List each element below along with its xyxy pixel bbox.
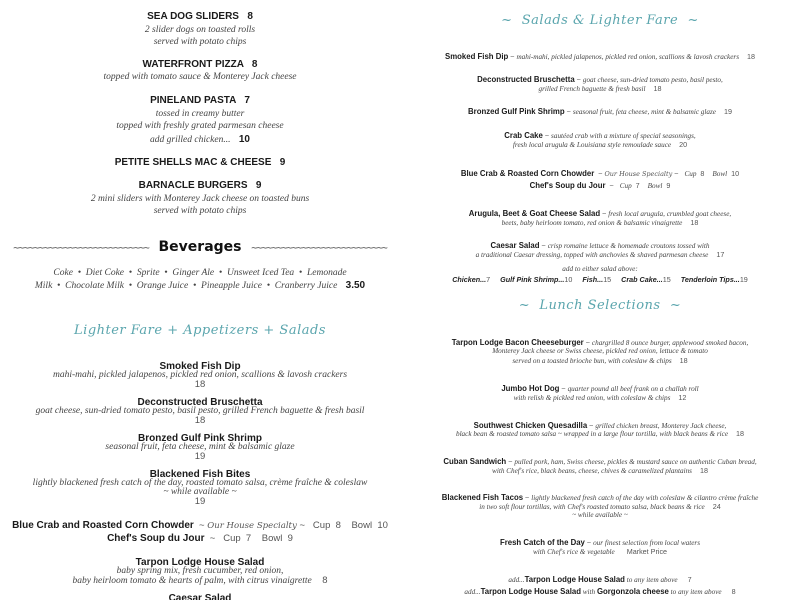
menu-line (142, 60, 257, 71)
item-name: Blue Crab & Roasted Corn Chowder (460, 169, 595, 178)
item-name: Smoked Fish Dip (445, 52, 509, 61)
menu-line (452, 339, 749, 347)
item-description: baby spring mix, fresh cucumber, red onion, (116, 566, 284, 576)
item-price: ~ (559, 384, 568, 393)
item-description: 2 slider dogs on toasted rolls (144, 25, 256, 35)
item-description: a traditional Caesar dressing, topped with anchovies & shaved parmesan cheese (475, 251, 709, 259)
item-price: 19 (194, 496, 206, 507)
item-description: grilled French baguette & fresh basil (538, 85, 646, 93)
menu-line (530, 182, 671, 190)
item-description: Milk • Chocolate Milk • Orange Juice • Pineapple Juice • Cranberry Juice (34, 281, 338, 291)
item-description: served with potato chips (153, 37, 247, 47)
item-price: 18 (645, 84, 662, 93)
item-price: ~ (542, 131, 552, 140)
item-description: pulled pork, ham, Swiss cheese, pickles & mustard sauce on authentic Cuban bread, (514, 458, 757, 466)
menu-line (468, 108, 732, 116)
menu-line (74, 324, 326, 338)
menu-line (115, 158, 286, 169)
menu-line (139, 181, 262, 192)
specialty-label: Our House Specialty (207, 521, 297, 531)
item-description: Coke • Diet Coke • Sprite • Ginger Ale • Unsweet Iced Tea • Lemonade (53, 268, 347, 278)
item-name: Tarpon Lodge House Salad (135, 557, 265, 568)
item-description: with (580, 588, 597, 596)
item-description: black bean & roasted tomato salsa ~ wrapped in a large flour tortilla, with black beans & rice (455, 430, 729, 438)
item-name: 7 (236, 95, 250, 106)
menu-line (35, 281, 365, 292)
item-description: topped with tomato sauce & Monterey Jack cheese (103, 72, 297, 82)
menu-line (442, 494, 759, 502)
menu-line (116, 122, 283, 132)
item-description: fresh local arugula & Louisiana style remoulade sauce (512, 141, 672, 149)
item-description: grilled chicken breast, Monterey Jack cheese, (595, 422, 727, 430)
item-price: ~ (594, 169, 605, 178)
item-description: lightly blackened fresh catch of the day with coleslaw & cilantro crème fraîche (531, 494, 759, 502)
item-name: Blackened Fish Tacos (441, 493, 524, 502)
section-heading: Lighter Fare + Appetizers + Salads (74, 323, 326, 338)
item-name: Deconstructed Bruschetta (477, 75, 575, 84)
menu-line (512, 357, 687, 365)
item-description: to any item above (624, 576, 678, 584)
item-name: 8 (238, 11, 253, 22)
item-price: 18 (691, 466, 708, 475)
item-description: chargrilled 8 ounce burger, applewood smoked bacon, (591, 339, 749, 347)
item-price: ~ (672, 169, 685, 178)
item-name: PINELAND PASTA (150, 95, 237, 106)
item-name: 9 (247, 180, 262, 191)
menu-line (491, 242, 710, 250)
menu-line (461, 170, 739, 178)
menu-line (12, 521, 388, 532)
menu-line (195, 380, 206, 391)
divider: ~~~~~~~~~~~~~~~~~~~~~~~~~~~ (251, 243, 387, 254)
menu-line (492, 348, 708, 355)
item-price: 17 (708, 250, 725, 259)
menu-line (195, 452, 206, 463)
item-price: 8 (311, 575, 328, 586)
menu-line (504, 132, 695, 140)
section-heading: ~ Salads & Lighter Fare ~ (501, 13, 699, 28)
item-description: fresh local arugula, crumbled goat cheese, (608, 210, 732, 218)
item-description: quarter pound all beef frank on a challah roll (567, 385, 699, 393)
item-name: SEA DOG SLIDERS (147, 11, 239, 22)
item-description: seasonal fruit, feta cheese, mint & balsamic glaze (105, 442, 295, 452)
item-name: Jumbo Hot Dog (501, 384, 560, 393)
item-name: 9 (271, 157, 286, 168)
menu-line (500, 539, 700, 547)
item-description: goat cheese, sun-dried tomato pesto, basil pesto, grilled French baguette & fresh basil (35, 406, 365, 416)
item-name: Tarpon Lodge House Salad (524, 575, 625, 584)
item-description: goat cheese, sun-dried tomato pesto, basil pesto, (582, 76, 723, 84)
item-price: ~ Cup 8 Bowl 10 (296, 520, 388, 531)
menu-line (72, 576, 327, 587)
item-price: 19 (194, 451, 206, 462)
menu-line (476, 251, 725, 259)
item-name: 3.50 (337, 280, 366, 291)
item-description: Monterey Jack cheese or Swiss cheese, pickled red onion, lettuce & tomato (492, 347, 708, 355)
add-on-name: Gulf Pink Shrimp... (500, 275, 565, 284)
item-price: 8 (696, 169, 713, 178)
item-description: lightly blackened fresh catch of the day, roasted tomato salsa, crème fraîche & coleslaw (32, 478, 368, 488)
item-description: add grilled chicken... (150, 135, 231, 145)
item-name: Tarpon Lodge House Salad (480, 587, 581, 596)
menu-line (195, 497, 206, 508)
add-on-name: Tenderloin Tips... (680, 275, 740, 284)
menu-line (103, 73, 296, 83)
menu-line (53, 269, 346, 279)
item-name: Chef's Soup du Jour (107, 533, 205, 544)
item-price: 10 (727, 169, 740, 178)
menu-line (508, 576, 691, 584)
item-price: 24 (704, 502, 721, 511)
item-description: tossed in creamy butter (155, 109, 245, 119)
menu-line (464, 588, 735, 596)
item-name: Southwest Chicken Quesadilla (473, 421, 588, 430)
item-name: Arugula, Beet & Goat Cheese Salad (468, 209, 601, 218)
item-price: 18 (194, 415, 206, 426)
item-description: beets, baby heirloom tomato, red onion & balsamic vinaigrette (501, 219, 683, 227)
item-description: our finest selection from local waters (593, 539, 701, 547)
item-name: Bronzed Gulf Pink Shrimp (138, 433, 262, 444)
item-name: Smoked Fish Dip (159, 361, 241, 372)
item-description: seasonal fruit, feta cheese, mint & balsamic glaze (572, 108, 716, 116)
item-price: ~ (539, 241, 548, 250)
item-description: ~ while available ~ (163, 487, 237, 497)
item-price: 18 (739, 52, 755, 61)
menu-line (169, 594, 232, 600)
menu-line (474, 422, 727, 430)
item-price: 18 (728, 429, 745, 438)
item-name: PETITE SHELLS MAC & CHEESE (114, 157, 272, 168)
item-price: 18 (194, 379, 206, 390)
menu-line (13, 240, 387, 255)
item-name: Fresh Catch of the Day (499, 538, 585, 547)
item-name: Cuban Sandwich (443, 457, 507, 466)
menu-line (445, 53, 755, 61)
item-description: add... (508, 576, 525, 584)
menu-line (150, 96, 250, 107)
item-price: ~ (508, 52, 517, 61)
menu-line (107, 534, 293, 545)
item-price: 19 (715, 107, 732, 116)
section-heading: Beverages (148, 239, 252, 255)
item-description: with Chef's rice, black beans, cheese, chives & caramelized plantains (492, 467, 692, 475)
item-description: served on a toasted brioche bun, with coleslaw & chips (512, 357, 672, 365)
item-description: served with potato chips (153, 206, 247, 216)
add-on-name: Chicken... (452, 275, 487, 284)
menu-line (145, 26, 255, 36)
item-price: ~ (605, 181, 620, 190)
divider: ~~~~~~~~~~~~~~~~~~~~~~~~~~~ (13, 243, 149, 254)
menu-line (502, 219, 699, 227)
item-price: 10 (564, 275, 583, 284)
item-price: ~ (583, 338, 592, 347)
menu-line (562, 266, 637, 273)
menu-line (154, 207, 247, 217)
item-description: sautéed crab with a mixture of special seasonings, (551, 132, 696, 140)
item-name: BARNACLE BURGERS (138, 180, 248, 191)
item-description: topped with freshly grated parmesan cheese (116, 121, 284, 131)
item-name: Blue Crab and Roasted Corn Chowder (12, 520, 194, 531)
item-name: Tarpon Lodge Bacon Cheeseburger (451, 338, 584, 347)
menu-line (156, 110, 245, 120)
menu-line (147, 12, 253, 23)
item-price: 9 (662, 181, 671, 190)
item-price: 19 (739, 275, 748, 284)
item-name: Caesar Salad (168, 593, 232, 600)
menu-line (150, 135, 250, 146)
item-description: crisp romaine lettuce & homemade croutons tossed with (547, 242, 710, 250)
item-description: ~ while available ~ (572, 511, 628, 519)
item-price: ~ (600, 209, 609, 218)
item-name: Deconstructed Bruschetta (137, 397, 263, 408)
item-name: Chef's Soup du Jour (529, 181, 606, 190)
menu-line (91, 195, 309, 205)
item-description: Cup (619, 182, 632, 190)
menu-line (538, 85, 661, 93)
item-description: with relish & pickled red onion, with coleslaw & chips (513, 394, 671, 402)
menu-line (519, 299, 681, 312)
item-price: 8 (721, 587, 736, 596)
specialty-label: Our House Specialty (604, 170, 673, 178)
item-price: 18 (671, 356, 688, 365)
item-price: 12 (670, 393, 687, 402)
menu-line (195, 416, 206, 427)
item-price: 7 (631, 181, 648, 190)
item-name: Caesar Salad (490, 241, 540, 250)
item-price: ~ Cup 7 Bowl 9 (204, 533, 293, 544)
item-price: ~ (574, 75, 583, 84)
item-description: Cup (684, 170, 697, 178)
item-description: in two soft flour tortillas, with Chef's roasted tomato salsa, black beans & rice (479, 503, 705, 511)
item-name: 8 (243, 59, 258, 70)
menu-line (479, 503, 720, 511)
item-price: 20 (671, 140, 688, 149)
item-description: add to either salad above: (562, 265, 638, 273)
item-description: with Chef's rice & vegetable (532, 548, 615, 556)
item-price: ~ (506, 457, 515, 466)
item-description: Bowl (712, 170, 728, 178)
item-description: Bowl (647, 182, 663, 190)
menu-line (514, 394, 687, 402)
item-price: ~ (587, 421, 596, 430)
menu-line (452, 276, 748, 284)
menu-line (501, 385, 698, 393)
item-name: Gorgonzola cheese (596, 587, 669, 596)
menu-line (456, 430, 744, 438)
menu-line (154, 38, 247, 48)
item-price: 15 (662, 275, 681, 284)
add-on-name: Crab Cake... (621, 275, 663, 284)
item-name: 10 (230, 134, 250, 145)
menu-line (533, 548, 667, 556)
item-name: Bronzed Gulf Pink Shrimp (468, 107, 565, 116)
item-price: ~ (564, 107, 573, 116)
item-price: ~ (584, 538, 594, 547)
item-description: mahi-mahi, pickled jalapenos, pickled red onion, scallions & lavosh crackers (516, 53, 739, 61)
menu-line (492, 467, 708, 475)
item-description: 2 mini sliders with Monterey Jack cheese on toasted buns (90, 194, 310, 204)
item-description: baby heirloom tomato & hearts of palm, with citrus vinaigrette (72, 576, 312, 586)
item-price: Market Price (614, 547, 668, 556)
item-price: ~ (523, 493, 532, 502)
menu-line (443, 458, 756, 466)
menu-line (572, 512, 628, 519)
menu-line (501, 14, 699, 27)
item-price: 18 (682, 218, 699, 227)
menu-line (469, 210, 731, 218)
add-on-name: Fish... (582, 275, 604, 284)
section-heading: ~ Lunch Selections ~ (518, 298, 682, 313)
item-price: 7 (677, 575, 692, 584)
menu-line (513, 141, 687, 149)
item-name: Blackened Fish Bites (149, 469, 251, 480)
item-price: 15 (603, 275, 622, 284)
menu-line (477, 76, 723, 84)
item-name: WATERFRONT PIZZA (142, 59, 244, 70)
item-price: ~ (193, 520, 208, 531)
item-description: to any item above (668, 588, 722, 596)
item-price: 7 (486, 275, 501, 284)
item-name: Crab Cake (504, 131, 543, 140)
item-description: add... (464, 588, 481, 596)
item-description: mahi-mahi, pickled jalapenos, pickled red onion, scallions & lavosh crackers (52, 370, 348, 380)
